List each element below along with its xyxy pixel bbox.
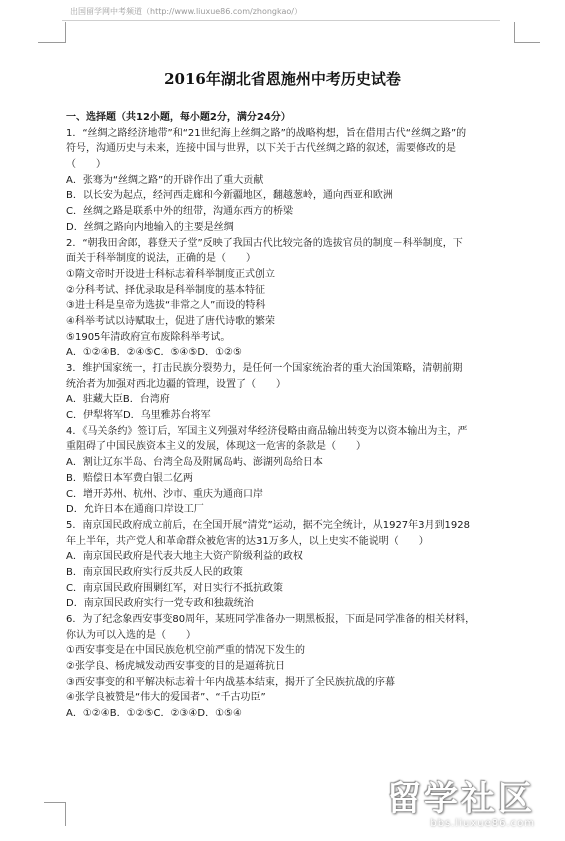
text-line: D．允许日本在通商口岸设工厂 (66, 504, 204, 516)
text-line: D．丝绸之路向内地输入的主要是丝绸 (66, 221, 234, 233)
text-line: 2．“朝我田舍郎，暮登天子堂”反映了我国古代比较完备的选拔官员的制度－科举制度，下 (66, 237, 463, 249)
question-body (66, 110, 514, 722)
text-line: ①西安事变是在中国民族危机空前严重的情况下发生的 (66, 645, 305, 657)
text-line: C．增开苏州、杭州、沙市、重庆为通商口岸 (66, 488, 263, 500)
crop-mark-top-right-v (514, 22, 515, 43)
text-line: B．南京国民政府实行反共反人民的政策 (66, 566, 243, 578)
text-line: A．驻藏大臣B．台湾府 (66, 394, 170, 406)
text-line: 面关于科举制度的说法，正确的是（ ） (66, 253, 256, 265)
text-line: ④科举考试以诗赋取士，促进了唐代诗歌的繁荣 (66, 315, 275, 327)
text-line: ②张学良、杨虎城发动西安事变的目的是逼蒋抗日 (66, 661, 285, 673)
text-line: C．伊犁将军D．乌里雅苏台将军 (66, 410, 211, 422)
text-line: 3．维护国家统一，打击民族分裂势力，是任何一个国家统治者的重大治国策略，清朝前期 (66, 363, 463, 374)
text-line: 年上半年，共产党人和革命群众被危害的达31万多人，以上史实不能说明（ ） (66, 535, 429, 547)
text-line: A．张骞为“丝绸之路”的开辟作出了重大贡献 (66, 174, 264, 186)
crop-mark-top-left-v (65, 22, 66, 43)
crop-mark-top-right-h (514, 42, 540, 43)
text-line: 4．《马关条约》签订后，军国主义列强对华经济侵略由商品输出转变为以资本输出为主，严 (66, 425, 468, 437)
text-line: D．南京国民政府实行一党专政和独裁统治 (66, 598, 254, 610)
text-line: ④张学良被赞是“伟大的爱国者”、“千古功臣” (66, 692, 266, 704)
text-line: 符号，沟通历史与未来，连接中国与世界，以下关于古代丝绸之路的叙述，需要修改的是 (66, 143, 456, 155)
watermark-text: 留学社区 (387, 779, 535, 819)
text-line: A．割让辽东半岛、台湾全岛及附属岛屿、澎湖列岛给日本 (66, 457, 323, 469)
text-line: 你认为可以入选的是（ ） (66, 629, 196, 641)
text-line: C．丝绸之路是联系中外的纽带，沟通东西方的桥梁 (66, 206, 293, 218)
text-line: （ ） (66, 159, 106, 171)
crop-mark-top-left-h (38, 42, 66, 43)
crop-mark-bottom-left-v (65, 802, 66, 826)
text-line: 6．为了纪念象西安事变80周年，某班同学准备办一期黑板报，下面是同学准备的相关材料， (66, 614, 476, 625)
text-line: A．①②④B．②④⑤C．⑤④⑤D．①②⑤ (66, 347, 242, 359)
text-line: 5．南京国民政府成立前后，在全国开展“清党”运动，据不完全统计，从1927年3月到1928 (66, 519, 470, 531)
text-line: ②分科考试、择优录取是科举制度的基本特征 (66, 284, 265, 296)
text-line: B．赔偿日本军费白银二亿两 (66, 472, 193, 484)
text-line: 重阻碍了中国民族资本主义的发展，体现这一危害的条款是（ ） (66, 441, 366, 453)
exam-title: 2016年湖北省恩施州中考历史试卷 (164, 70, 401, 88)
text-line: 1．“丝绸之路经济地带”和“21世纪海上丝绸之路”的战略构想，旨在借用古代“丝绸之路”的 (66, 127, 467, 139)
text-line: ①隋文帝时开设进士科标志着科举制度正式创立 (66, 268, 275, 280)
text-line: ③进士科是皇帝为选拔“非常之人”而设的特科 (66, 300, 266, 312)
header-divider (62, 20, 500, 21)
text-line: ⑤1905年清政府宣布废除科举考试。 (66, 331, 231, 343)
watermark-url: bbs.liuxue86.com (430, 818, 535, 829)
text-line: A．南京国民政府是代表大地主大资产阶级利益的政权 (66, 551, 303, 563)
crop-mark-bottom-left-h (44, 802, 66, 803)
text-line: B．以长安为起点，经河西走廊和今新疆地区，翻越葱岭，通向西亚和欧洲 (66, 190, 393, 202)
text-line: 统治者为加强对西北边疆的管理，设置了（ ） (66, 378, 286, 390)
watermark-logo (365, 771, 535, 829)
section-heading: 一、选择题（共12小题，每小题2分，满分24分） (66, 112, 291, 123)
text-line: C．南京国民政府围剿红军，对日实行不抵抗政策 (66, 582, 283, 594)
text-line: A．①②④B．①②⑤C．②③④D．①⑤④ (66, 708, 242, 720)
page-header-source-line: 出国留学网中考频道（http://www.liuxue86.com/zhongkao/） (70, 7, 302, 16)
text-line: ③西安事变的和平解决标志着十年内战基本结束，揭开了全民族抗战的序幕 (66, 676, 395, 688)
